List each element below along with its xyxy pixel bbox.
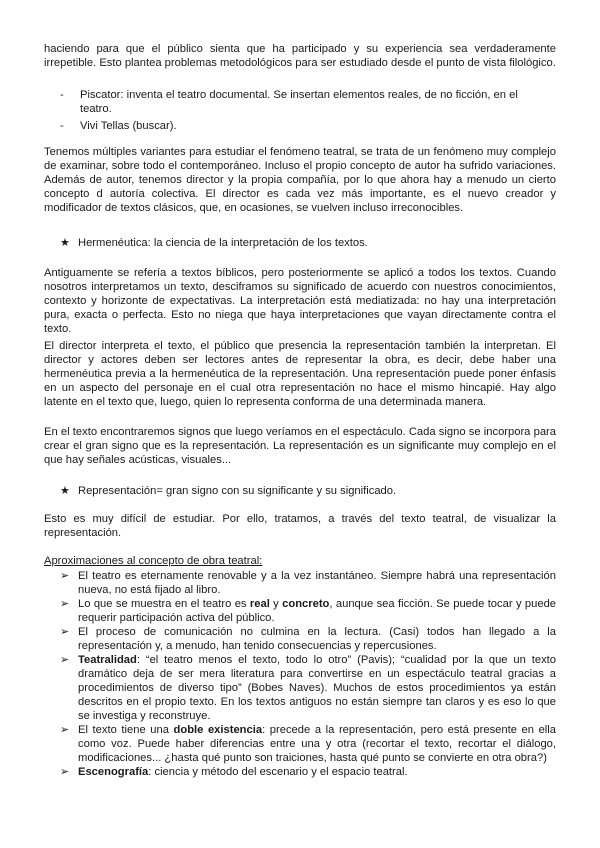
list-item-text: Lo que se muestra en el teatro es real y concreto, aunque sea ficción. Se puede tocar y puede requerir participación activa del público. bbox=[78, 598, 557, 624]
list-item-text: El teatro es eternamente renovable y a la vez instantáneo. Siempre habrá una representación nueva, no está fijado al libro. bbox=[78, 570, 556, 596]
list-item bbox=[60, 597, 556, 625]
list-item bbox=[60, 765, 556, 779]
bold-doble-existencia: doble existencia bbox=[173, 724, 263, 736]
star-item-text: Hermenéutica: la ciencia de la interpretación de los textos. bbox=[78, 237, 368, 249]
bold-escenografia: Escenografía bbox=[78, 766, 149, 778]
bold-real: real bbox=[249, 598, 270, 610]
star-item-text: Representación= gran signo con su significante y su significado. bbox=[78, 485, 397, 497]
star-bullet-icon: ★ bbox=[60, 237, 70, 249]
list-item bbox=[60, 625, 556, 653]
list-item-text: Piscator: inventa el teatro documental. Se insertan elementos reales, de no ficción, en el teatro. bbox=[80, 89, 518, 115]
bold-concreto: concreto bbox=[282, 598, 330, 610]
star-item-representacion bbox=[60, 484, 550, 498]
paragraph-variantes: Tenemos múltiples variantes para estudiar el fenómeno teatral, se trata de un fenómeno muy complejo de examinar, sobre todo el contemporáneo. Incluso el propio concepto de autor ha sufrido variaciones. Además de autor, tenemos director y la propia compañía, por lo que ahora hay a menudo un cierto concepto d autoría colectiva. El director es cada vez más importante, es el nuevo creador y modificador de textos clásicos, que, en ocasiones, se vuelven incluso irreconocibles. bbox=[44, 146, 556, 214]
dash-bullet: - bbox=[60, 120, 64, 132]
list-item-text: El proceso de comunicación no culmina en la lectura. (Casi) todos han llegado a la representación y, a menudo, han tenido consecuencias y repercusiones. bbox=[78, 626, 556, 652]
arrow-bullet-icon: ➢ bbox=[60, 598, 70, 610]
paragraph-dificil: Esto es muy difícil de estudiar. Por ello, tratamos, a través del texto teatral, de visualizar la representación. bbox=[44, 513, 556, 539]
list-item-piscator bbox=[60, 88, 540, 116]
arrow-list bbox=[60, 569, 556, 779]
bold-teatralidad: Teatralidad bbox=[78, 654, 137, 666]
list-item-text: Escenografía: ciencia y método del escenario y el espacio teatral. bbox=[78, 766, 408, 778]
arrow-bullet-icon: ➢ bbox=[60, 570, 70, 582]
list-item bbox=[60, 569, 556, 597]
dash-bullet: - bbox=[60, 89, 64, 101]
paragraph-antiguamente: Antiguamente se refería a textos bíblicos, pero posteriormente se aplicó a todos los textos. Cuando nosotros interpretamos un texto, desciframos su significado de acuerdo con nuestros conocimientos, contexto y horizonte de expectativas. La interpretación está mediatizada: no hay una interpretación pura, exacta o perfecta. Esto no niega que haya interpretaciones que vayan directamente contra el texto. bbox=[44, 267, 556, 335]
list-item bbox=[60, 653, 556, 723]
arrow-bullet-icon: ➢ bbox=[60, 724, 70, 736]
list-item bbox=[60, 723, 556, 765]
list-item-vivi-tellas bbox=[60, 119, 540, 133]
list-item-text: Teatralidad: “el teatro menos el texto, todo lo otro” (Pavis); “cualidad por la que un texto dramático deja de ser mera literatura para convertirse en un espectáculo teatral gracias a procedimientos de diverso tipo” (Bobes Naves). Muchos de estos procedimientos ya están descritos en el propio texto. En los textos antiguos no están siempre tan claros y es eso lo que se investiga y reconstruye. bbox=[78, 654, 556, 722]
star-item-hermeneutica bbox=[60, 236, 550, 250]
paragraph-intro: haciendo para que el público sienta que ha participado y su experiencia sea verdaderamente irrepetible. Esto plantea problemas metodológicos para ser estudiado desde el punto de vista filológico. bbox=[44, 43, 556, 69]
list-item-text: Vivi Tellas (buscar). bbox=[80, 120, 177, 132]
star-bullet-icon: ★ bbox=[60, 485, 70, 497]
arrow-bullet-icon: ➢ bbox=[60, 626, 70, 638]
arrow-bullet-icon: ➢ bbox=[60, 654, 70, 666]
list-item-text: El texto tiene una doble existencia: precede a la representación, pero está presente en ella como voz. Puede haber diferencias entre una y otra (recortar el texto, recortar el diálogo, modificaciones... ¿hasta qué punto son traiciones, hasta qué punto se convierte en otra obra?) bbox=[78, 724, 556, 764]
section-heading: Aproximaciones al concepto de obra teatral: bbox=[44, 555, 263, 567]
paragraph-signos: En el texto encontraremos signos que luego veríamos en el espectáculo. Cada signo se incorpora para crear el gran signo que es la representación. La representación es un significante muy complejo en el que hay señales acústicas, visuales... bbox=[44, 426, 556, 466]
paragraph-director: El director interpreta el texto, el público que presencia la representación también la interpretan. El director y actores deben ser lectores antes de representar la obra, es decir, debe haber una hermenéutica previa a la hermenéutica de la representación. Una representación puede poner énfasis en un aspecto del personaje en el cual otra representación no hace el mismo hincapié. Hay algo latente en el texto que, luego, quien lo representa conforma de una determinada manera. bbox=[44, 340, 556, 408]
arrow-bullet-icon: ➢ bbox=[60, 766, 70, 778]
